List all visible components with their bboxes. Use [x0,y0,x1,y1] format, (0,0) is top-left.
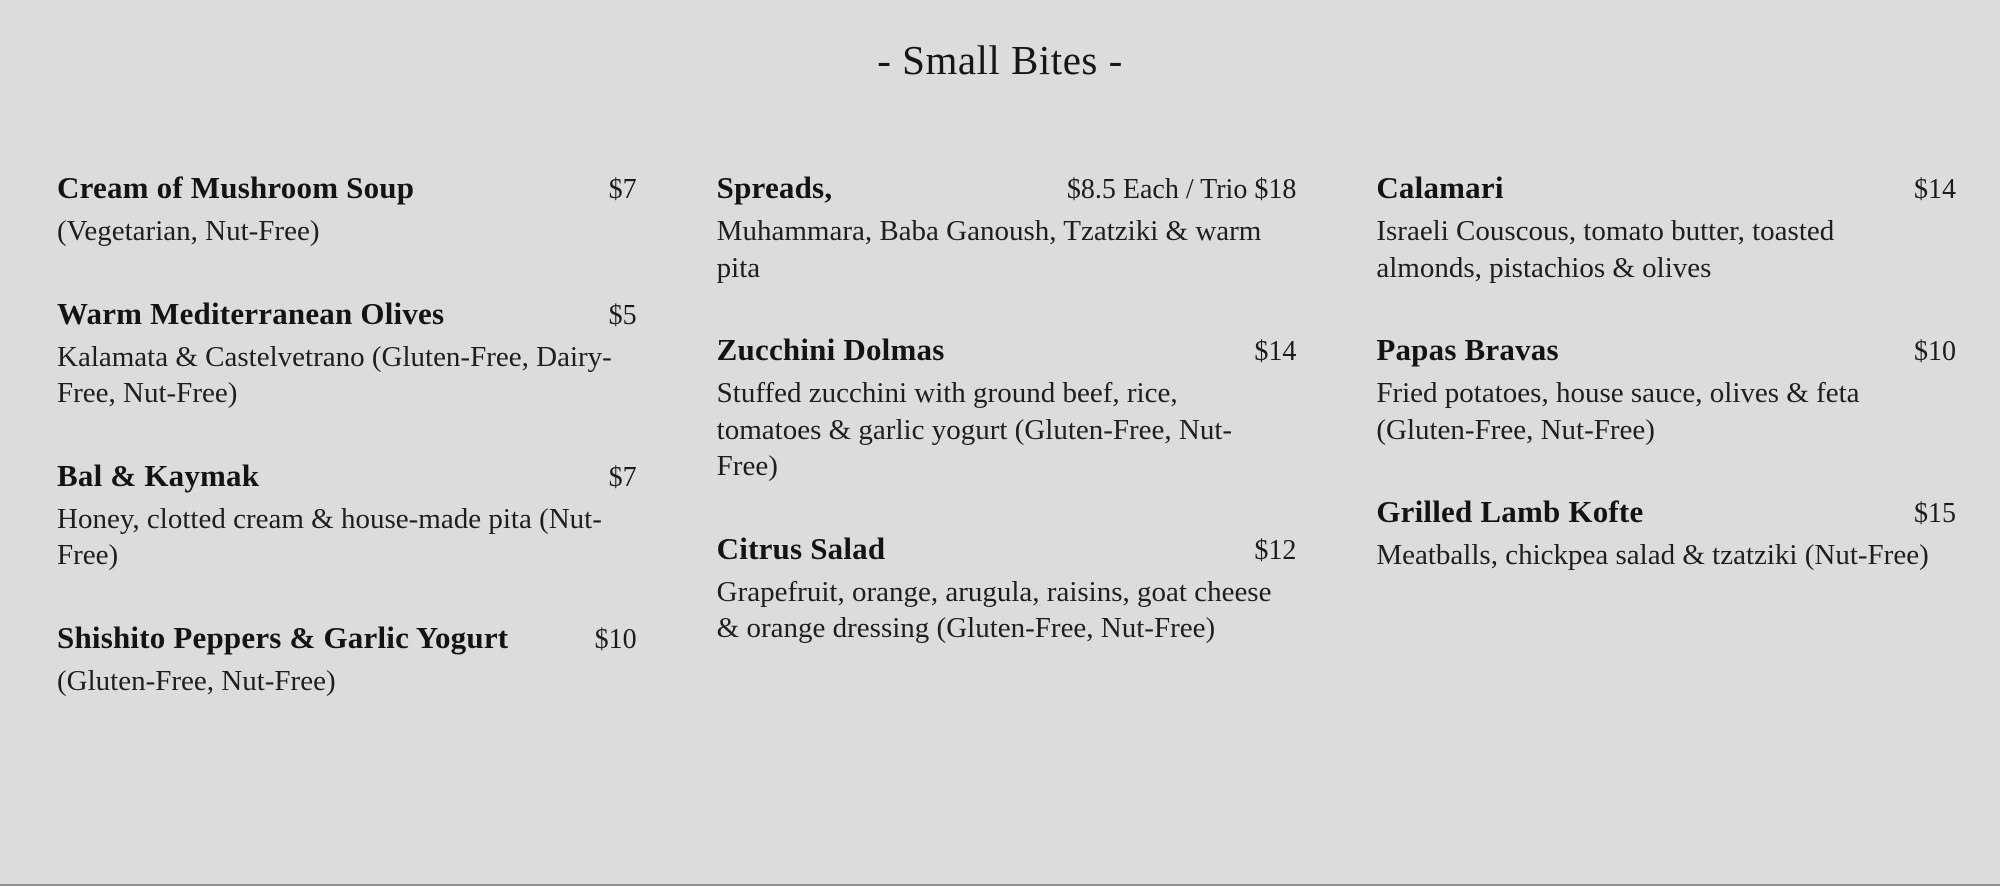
item-description: (Vegetarian, Nut-Free) [57,215,320,247]
menu-item-header [57,296,637,332]
menu-item [57,620,637,700]
item-price: $10 [594,623,637,655]
menu-item-header [1376,494,1956,530]
item-price: $10 [1914,336,1957,368]
item-price: $14 [1914,174,1957,205]
item-price: $12 [1254,534,1297,566]
menu-column [57,170,637,745]
menu-item [717,531,1297,647]
menu-item-header [57,170,637,206]
item-name: Calamari [1376,170,1504,205]
menu-item [1376,494,1956,574]
menu-item-header [57,620,637,656]
item-description: Stuffed zucchini with ground beef, rice, tomatoes & garlic yogurt (Gluten-Free, Nut-Free) [716,377,1233,483]
item-name: Shishito Peppers & Garlic Yogurt [57,619,509,655]
item-name: Bal & Kaymak [57,457,260,493]
item-name: Papas Bravas [1376,332,1559,368]
menu-item-header [57,458,637,494]
item-description: Fried potatoes, house sauce, olives & feta (Gluten-Free, Nut-Free) [1376,377,1860,446]
menu-item [717,332,1297,485]
menu-item [57,458,637,574]
menu-item [1376,332,1956,448]
item-name: Cream of Mushroom Soup [57,170,415,205]
item-price: $14 [1254,336,1297,368]
menu-column [1376,170,1956,745]
item-price: $5 [608,299,637,331]
menu-columns [0,170,2000,745]
menu-item-header [717,531,1297,567]
item-name: Zucchini Dolmas [716,332,945,368]
item-price: $15 [1914,498,1957,530]
menu-item-header [717,170,1297,206]
menu-item [717,170,1297,286]
menu-item [57,296,637,412]
item-description: Honey, clotted cream & house-made pita (Nut-Free) [57,502,602,572]
item-name: Citrus Salad [716,530,886,566]
item-description: Meatballs, chickpea salad & tzatziki (Nut-Free) [1376,539,1929,572]
menu-item [1376,170,1956,286]
menu-item-header [1376,170,1956,206]
item-price: $7 [608,461,637,493]
menu-column [717,170,1297,745]
item-description: Muhammara, Baba Ganoush, Tzatziki & warm pita [716,215,1262,284]
item-name: Warm Mediterranean Olives [57,295,445,331]
item-description: Grapefruit, orange, arugula, raisins, goat cheese & orange dressing (Gluten-Free, Nut-Free) [716,575,1272,645]
menu-item [57,170,637,250]
menu-item-header [1376,332,1956,368]
menu-item-header [717,332,1297,368]
item-price: $7 [608,174,637,205]
item-description: Kalamata & Castelvetrano (Gluten-Free, Dairy-Free, Nut-Free) [57,340,612,410]
page-title: - Small Bites - [877,37,1123,83]
item-name: Spreads, [716,170,833,205]
item-description: (Gluten-Free, Nut-Free) [57,664,336,697]
item-description: Israeli Couscous, tomato butter, toasted almonds, pistachios & olives [1376,215,1835,284]
item-name: Grilled Lamb Kofte [1376,494,1644,530]
item-price: $8.5 Each / Trio $18 [1066,174,1297,205]
